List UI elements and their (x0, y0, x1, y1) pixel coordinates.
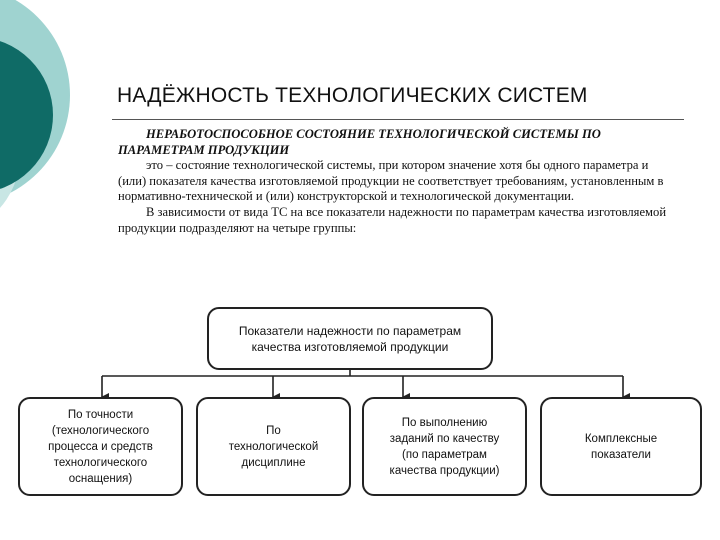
definition-text: это – состояние технологической системы, при котором значение хотя бы одного параметра и (или) показателя качества изготовляемой продукции не соответствует требованиям, установленным в нормативно-технической и (или) конструкторской и технологической документации. (118, 158, 664, 204)
groups-intro-text: В зависимости от вида ТС на все показатели надежности по параметрам качества изготовляемой продукции подразделяют на четыре группы: (118, 204, 667, 235)
group-label-accuracy: По точности (технологического процесса и средств технологического оснащения) (48, 408, 153, 485)
group-box-discipline (196, 397, 351, 496)
diagram-root-label: Показатели надежности по параметрам качества изготовляемой продукции (238, 323, 462, 354)
group-box-accuracy (18, 397, 183, 496)
page-title: НАДЁЖНОСТЬ ТЕХНОЛОГИЧЕСКИХ СИСТЕМ (117, 84, 588, 107)
definition-heading: НЕРАБОТОСПОСОБНОЕ СОСТОЯНИЕ ТЕХНОЛОГИЧЕСКОЙ СИСТЕМЫ ПО ПАРАМЕТРАМ ПРОДУКЦИИ (118, 127, 601, 157)
group-box-quality-tasks (362, 397, 527, 496)
group-label-discipline: По технологической дисциплине (228, 424, 319, 469)
group-box-complex (540, 397, 702, 496)
diagram-root-box (207, 307, 493, 370)
group-label-quality-tasks: По выполнению заданий по качеству (по параметрам качества продукции) (389, 416, 500, 477)
group-label-complex: Комплексные показатели (584, 432, 658, 461)
